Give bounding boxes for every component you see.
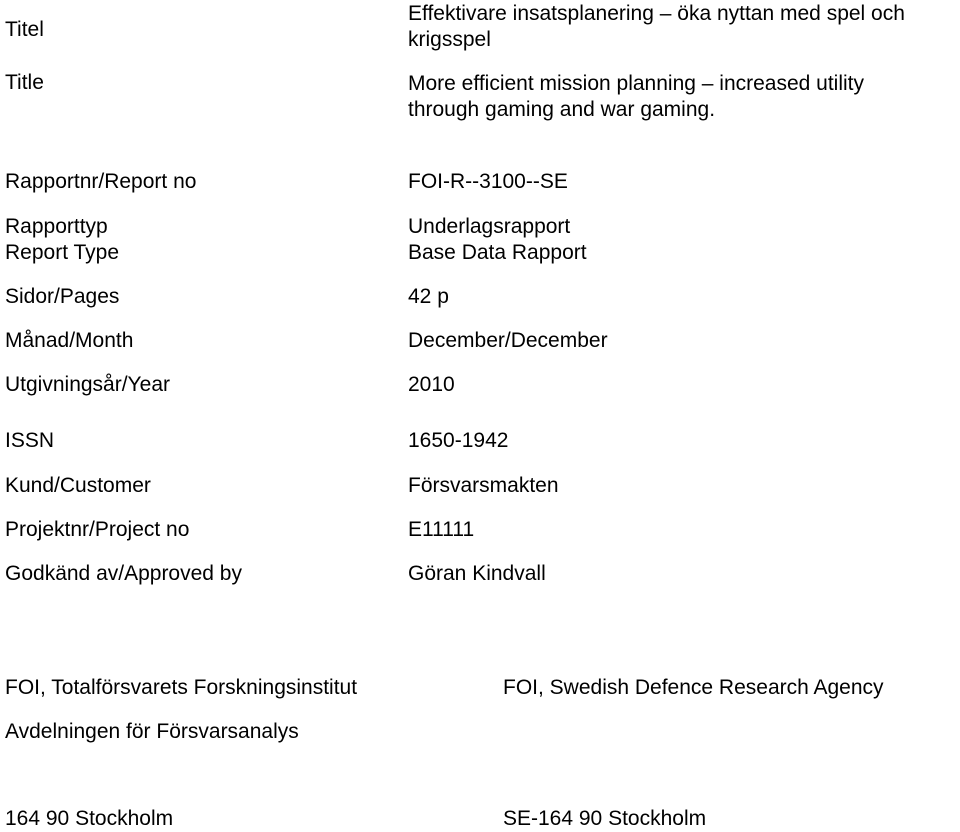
project-value: E11111 <box>408 518 475 541</box>
report-type-label-en: Report Type <box>5 241 120 264</box>
report-type-value-en: Base Data Rapport <box>408 241 587 264</box>
year-label: Utgivningsår/Year <box>5 373 170 396</box>
division-sv: Avdelningen för Försvarsanalys <box>5 720 299 743</box>
org-name-sv: FOI, Totalförsvarets Forskningsinstitut <box>5 676 358 699</box>
report-type-label-sv: Rapporttyp <box>5 215 108 238</box>
address-en: SE-164 90 Stockholm <box>503 807 707 830</box>
report-no-value: FOI-R--3100--SE <box>408 170 568 193</box>
address-sv: 164 90 Stockholm <box>5 807 174 830</box>
title-en-line-1: More efficient mission planning – increased utility <box>408 72 865 95</box>
customer-value: Försvarsmakten <box>408 474 559 497</box>
month-label: Månad/Month <box>5 329 134 352</box>
report-no-label: Rapportnr/Report no <box>5 170 197 193</box>
approved-label: Godkänd av/Approved by <box>5 562 242 585</box>
title-sv-line-1: Effektivare insatsplanering – öka nyttan med spel och <box>408 2 905 25</box>
customer-label: Kund/Customer <box>5 474 151 497</box>
year-value: 2010 <box>408 373 455 396</box>
title-sv-line-2: krigsspel <box>408 28 491 51</box>
report-type-value-sv: Underlagsrapport <box>408 215 571 238</box>
pages-value: 42 p <box>408 285 449 308</box>
title-en-label: Title <box>5 71 44 94</box>
month-value: December/December <box>408 329 608 352</box>
org-name-en: FOI, Swedish Defence Research Agency <box>503 676 884 699</box>
title-en-line-2: through gaming and war gaming. <box>408 98 716 121</box>
pages-label: Sidor/Pages <box>5 285 120 308</box>
project-label: Projektnr/Project no <box>5 518 190 541</box>
title-sv-label: Titel <box>5 18 44 41</box>
issn-value: 1650-1942 <box>408 429 509 452</box>
approved-value: Göran Kindvall <box>408 562 546 585</box>
issn-label: ISSN <box>5 429 55 452</box>
